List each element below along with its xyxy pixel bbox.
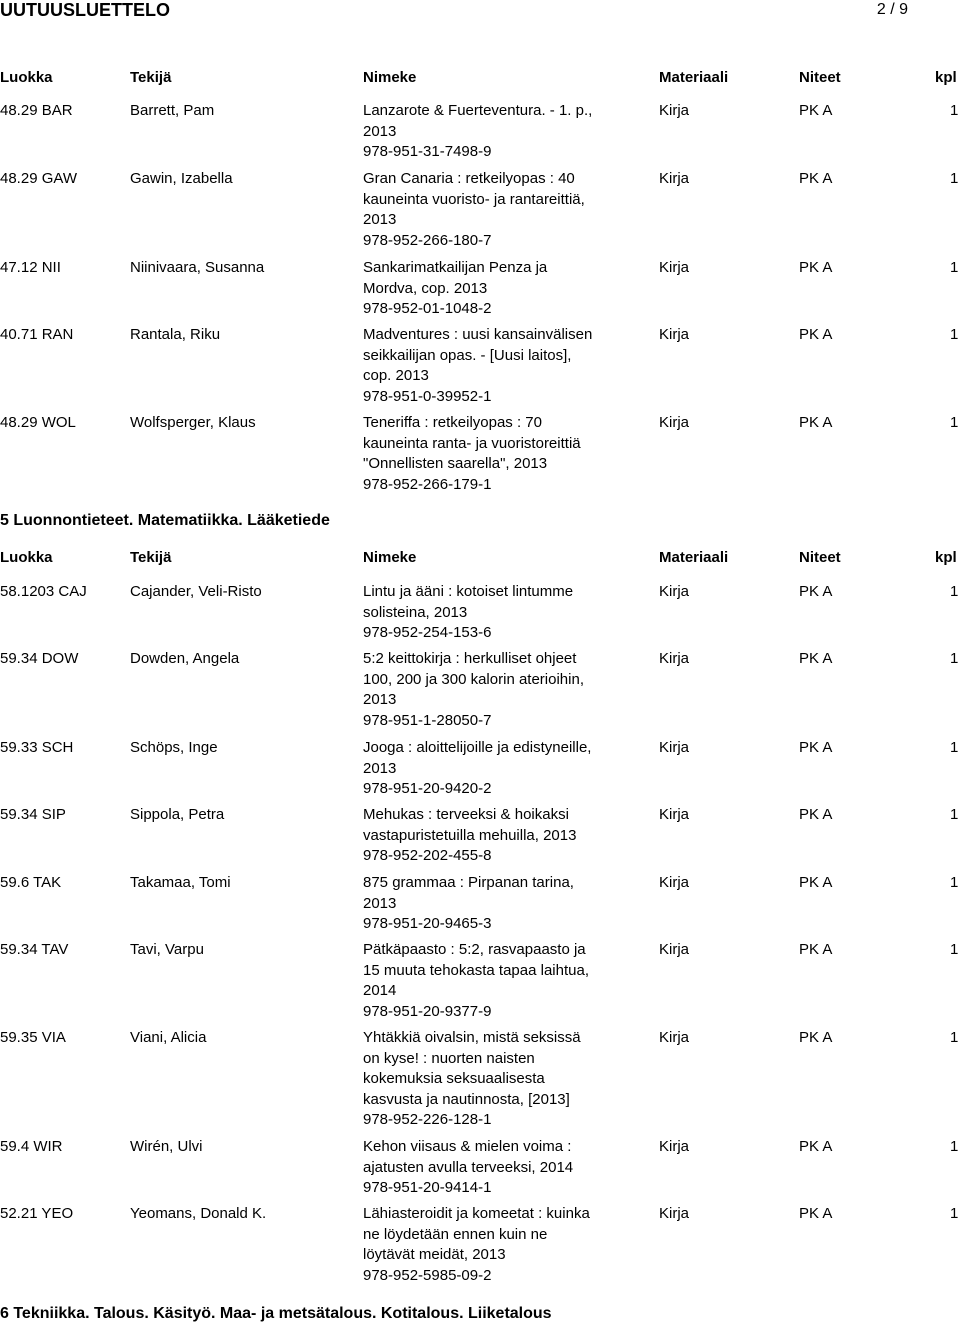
tekija-cell: Dowden, Angela bbox=[130, 650, 240, 667]
kpl-cell: 1 bbox=[950, 102, 959, 119]
materiaali-cell: Kirja bbox=[659, 583, 690, 600]
kpl-cell: 1 bbox=[950, 874, 959, 891]
nimeke-line: 978-952-226-128-1 bbox=[363, 1111, 492, 1128]
luokka-cell: 59.6 TAK bbox=[0, 874, 62, 891]
kpl-cell: 1 bbox=[950, 414, 959, 431]
nimeke-line: 2013 bbox=[363, 894, 397, 912]
nimeke-cell bbox=[363, 649, 623, 731]
niteet-cell: PK A bbox=[799, 102, 833, 119]
kpl-cell: 1 bbox=[950, 326, 959, 343]
tekija-cell: Schöps, Inge bbox=[130, 739, 218, 756]
luokka-cell: 59.33 SCH bbox=[0, 739, 74, 756]
luokka-cell: 59.34 DOW bbox=[0, 650, 79, 667]
kpl-cell: 1 bbox=[950, 259, 959, 276]
tekija-cell: Yeomans, Donald K. bbox=[130, 1205, 267, 1222]
nimeke-line: 978-952-266-180-7 bbox=[363, 231, 492, 249]
nimeke-line: Lähiasteroidit ja komeetat : kuinka bbox=[363, 1205, 590, 1222]
nimeke-line: Jooga : aloittelijoille ja edistyneille, bbox=[363, 739, 592, 756]
nimeke-cell bbox=[363, 1137, 623, 1199]
header-kpl: kpl bbox=[935, 549, 957, 566]
materiaali-cell: Kirja bbox=[659, 739, 690, 756]
niteet-cell: PK A bbox=[799, 1138, 833, 1155]
nimeke-line: 15 muuta tehokasta tapaa laihtua, bbox=[363, 961, 589, 979]
nimeke-cell bbox=[363, 873, 623, 935]
nimeke-line: 978-952-5985-09-2 bbox=[363, 1266, 492, 1284]
nimeke-line: 978-951-20-9420-2 bbox=[363, 780, 492, 797]
tekija-cell: Viani, Alicia bbox=[130, 1029, 207, 1046]
kpl-cell: 1 bbox=[950, 650, 959, 667]
nimeke-line: 978-951-20-9465-3 bbox=[363, 915, 492, 932]
luokka-cell: 40.71 RAN bbox=[0, 326, 74, 343]
niteet-cell: PK A bbox=[799, 170, 833, 187]
nimeke-line: 978-952-266-179-1 bbox=[363, 475, 492, 493]
nimeke-line: 978-951-31-7498-9 bbox=[363, 143, 492, 160]
materiaali-cell: Kirja bbox=[659, 170, 690, 187]
nimeke-line: seikkailijan opas. - [Uusi laitos], bbox=[363, 346, 572, 364]
table-header bbox=[0, 69, 960, 91]
materiaali-cell: Kirja bbox=[659, 1138, 690, 1155]
nimeke-line: kokemuksia seksuaalisesta bbox=[363, 1070, 545, 1087]
luokka-cell: 59.34 SIP bbox=[0, 806, 66, 823]
niteet-cell: PK A bbox=[799, 583, 833, 600]
nimeke-line: kauneinta vuoristo- ja rantareittiä, bbox=[363, 190, 585, 208]
section-heading: 5 Luonnontieteet. Matematiikka. Lääketiede bbox=[0, 512, 330, 529]
header-nimeke: Nimeke bbox=[363, 69, 417, 86]
materiaali-cell: Kirja bbox=[659, 102, 690, 119]
nimeke-line: kauneinta ranta- ja vuoristoreittiä bbox=[363, 434, 581, 452]
nimeke-cell bbox=[363, 1204, 623, 1286]
nimeke-cell bbox=[363, 805, 623, 867]
nimeke-line: 5:2 keittokirja : herkulliset ohjeet bbox=[363, 650, 577, 667]
luokka-cell: 58.1203 CAJ bbox=[0, 583, 87, 600]
niteet-cell: PK A bbox=[799, 1205, 833, 1222]
nimeke-line: Lintu ja ääni : kotoiset lintumme bbox=[363, 583, 574, 600]
tekija-cell: Tavi, Varpu bbox=[130, 941, 204, 958]
luokka-cell: 52.21 YEO bbox=[0, 1205, 74, 1222]
tekija-cell: Rantala, Riku bbox=[130, 326, 221, 343]
luokka-cell: 48.29 BAR bbox=[0, 102, 73, 119]
nimeke-cell bbox=[363, 582, 623, 644]
materiaali-cell: Kirja bbox=[659, 874, 690, 891]
nimeke-line: Mehukas : terveeksi & hoikaksi bbox=[363, 806, 569, 823]
nimeke-line: 978-952-202-455-8 bbox=[363, 847, 492, 864]
nimeke-cell bbox=[363, 101, 623, 163]
luokka-cell: 59.35 VIA bbox=[0, 1029, 66, 1046]
header-tekija: Tekijä bbox=[130, 69, 172, 86]
niteet-cell: PK A bbox=[799, 259, 833, 276]
nimeke-line: 2013 bbox=[363, 691, 397, 708]
nimeke-line: Pätkäpaasto : 5:2, rasvapaasto ja bbox=[363, 941, 586, 958]
nimeke-line: 978-951-1-28050-7 bbox=[363, 711, 492, 729]
tekija-cell: Barrett, Pam bbox=[130, 102, 215, 119]
nimeke-line: 2013 bbox=[363, 759, 397, 777]
nimeke-cell bbox=[363, 738, 623, 800]
page-title: UUTUUSLUETTELO bbox=[0, 0, 170, 20]
nimeke-line: 978-952-254-153-6 bbox=[363, 624, 492, 641]
luokka-cell: 59.34 TAV bbox=[0, 941, 69, 958]
nimeke-line: 978-951-20-9414-1 bbox=[363, 1179, 492, 1196]
nimeke-line: "Onnellisten saarella", 2013 bbox=[363, 455, 548, 472]
materiaali-cell: Kirja bbox=[659, 414, 690, 431]
niteet-cell: PK A bbox=[799, 806, 833, 823]
nimeke-line: 2013 bbox=[363, 211, 397, 228]
header-materiaali: Materiaali bbox=[659, 69, 729, 86]
tekija-cell: Wolfsperger, Klaus bbox=[130, 414, 256, 431]
nimeke-line: Sankarimatkailijan Penza ja bbox=[363, 259, 548, 276]
materiaali-cell: Kirja bbox=[659, 259, 690, 276]
niteet-cell: PK A bbox=[799, 739, 833, 756]
nimeke-cell bbox=[363, 1028, 623, 1131]
header-niteet: Niteet bbox=[799, 549, 841, 566]
niteet-cell: PK A bbox=[799, 414, 833, 431]
nimeke-cell bbox=[363, 258, 623, 320]
header-luokka: Luokka bbox=[0, 549, 53, 566]
header-kpl: kpl bbox=[935, 69, 957, 86]
nimeke-line: Yhtäkkiä oivalsin, mistä seksissä bbox=[363, 1029, 581, 1046]
nimeke-cell bbox=[363, 325, 623, 407]
niteet-cell: PK A bbox=[799, 326, 833, 343]
materiaali-cell: Kirja bbox=[659, 806, 690, 823]
nimeke-line: Mordva, cop. 2013 bbox=[363, 279, 488, 297]
nimeke-line: ajatusten avulla terveeksi, 2014 bbox=[363, 1158, 574, 1176]
tekija-cell: Gawin, Izabella bbox=[130, 170, 233, 187]
kpl-cell: 1 bbox=[950, 739, 959, 756]
nimeke-line: Kehon viisaus & mielen voima : bbox=[363, 1138, 572, 1155]
kpl-cell: 1 bbox=[950, 1138, 959, 1155]
materiaali-cell: Kirja bbox=[659, 941, 690, 958]
nimeke-line: 2013 bbox=[363, 122, 397, 140]
nimeke-line: 875 grammaa : Pirpanan tarina, bbox=[363, 874, 574, 891]
niteet-cell: PK A bbox=[799, 941, 833, 958]
nimeke-line: ne löydetään ennen kuin ne bbox=[363, 1225, 548, 1243]
tekija-cell: Niinivaara, Susanna bbox=[130, 259, 265, 276]
nimeke-line: cop. 2013 bbox=[363, 367, 429, 384]
nimeke-line: 978-952-01-1048-2 bbox=[363, 300, 492, 317]
niteet-cell: PK A bbox=[799, 874, 833, 891]
tekija-cell: Wirén, Ulvi bbox=[130, 1138, 203, 1155]
tekija-cell: Takamaa, Tomi bbox=[130, 874, 231, 891]
nimeke-line: Lanzarote & Fuerteventura. - 1. p., bbox=[363, 102, 593, 119]
luokka-cell: 59.4 WIR bbox=[0, 1138, 63, 1155]
nimeke-cell bbox=[363, 169, 623, 251]
header-nimeke: Nimeke bbox=[363, 549, 417, 566]
kpl-cell: 1 bbox=[950, 941, 959, 958]
materiaali-cell: Kirja bbox=[659, 1029, 690, 1046]
nimeke-line: on kyse! : nuorten naisten bbox=[363, 1049, 535, 1067]
nimeke-line: vastapuristetuilla mehuilla, 2013 bbox=[363, 826, 577, 844]
nimeke-line: löytävät meidät, 2013 bbox=[363, 1246, 506, 1263]
header-niteet: Niteet bbox=[799, 69, 841, 86]
nimeke-line: 978-951-20-9377-9 bbox=[363, 1002, 492, 1020]
nimeke-line: Madventures : uusi kansainvälisen bbox=[363, 326, 593, 343]
materiaali-cell: Kirja bbox=[659, 1205, 690, 1222]
kpl-cell: 1 bbox=[950, 806, 959, 823]
kpl-cell: 1 bbox=[950, 170, 959, 187]
kpl-cell: 1 bbox=[950, 1205, 959, 1222]
tekija-cell: Sippola, Petra bbox=[130, 806, 225, 823]
table-header bbox=[0, 549, 960, 571]
tekija-cell: Cajander, Veli-Risto bbox=[130, 583, 262, 600]
nimeke-line: 100, 200 ja 300 kalorin aterioihin, bbox=[363, 670, 584, 688]
nimeke-line: 978-951-0-39952-1 bbox=[363, 387, 492, 405]
nimeke-line: solisteina, 2013 bbox=[363, 603, 468, 621]
header-materiaali: Materiaali bbox=[659, 549, 729, 566]
materiaali-cell: Kirja bbox=[659, 326, 690, 343]
nimeke-line: Gran Canaria : retkeilyopas : 40 bbox=[363, 170, 575, 187]
header-tekija: Tekijä bbox=[130, 549, 172, 566]
page-number: 2 / 9 bbox=[876, 1, 908, 18]
materiaali-cell: Kirja bbox=[659, 650, 690, 667]
luokka-cell: 48.29 WOL bbox=[0, 414, 76, 431]
nimeke-line: Teneriffa : retkeilyopas : 70 bbox=[363, 414, 542, 431]
nimeke-line: 2014 bbox=[363, 982, 397, 999]
header-luokka: Luokka bbox=[0, 69, 53, 86]
nimeke-cell bbox=[363, 413, 623, 495]
nimeke-cell bbox=[363, 940, 623, 1022]
kpl-cell: 1 bbox=[950, 583, 959, 600]
section-heading: 6 Tekniikka. Talous. Käsityö. Maa- ja metsätalous. Kotitalous. Liiketalous bbox=[0, 1305, 552, 1322]
luokka-cell: 48.29 GAW bbox=[0, 170, 77, 187]
luokka-cell: 47.12 NII bbox=[0, 259, 61, 276]
nimeke-line: kasvusta ja nautinnosta, [2013] bbox=[363, 1090, 570, 1108]
kpl-cell: 1 bbox=[950, 1029, 959, 1046]
niteet-cell: PK A bbox=[799, 650, 833, 667]
niteet-cell: PK A bbox=[799, 1029, 833, 1046]
